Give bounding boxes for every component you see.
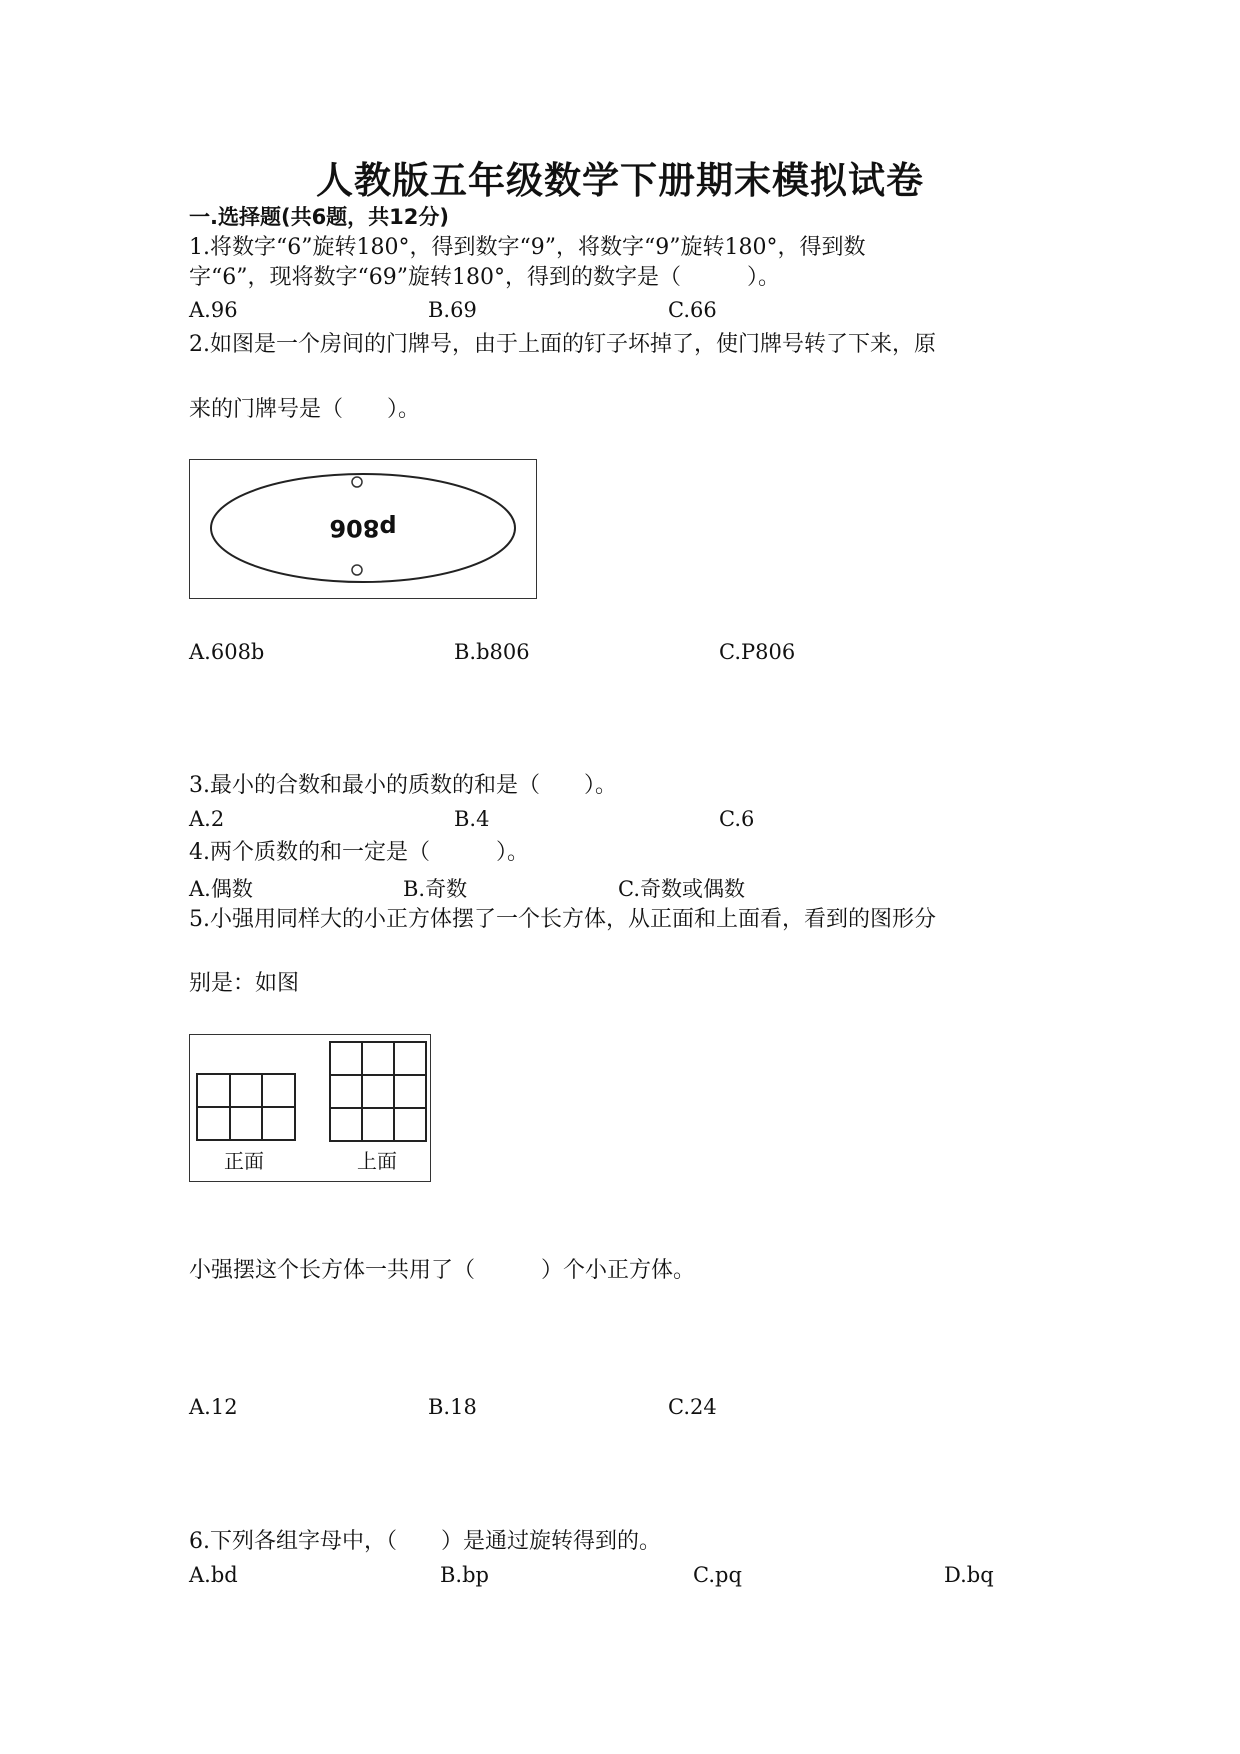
cube-views-figure xyxy=(189,1034,431,1182)
question-1-option-b: B.69 xyxy=(428,298,477,322)
top-view-label: 上面 xyxy=(357,1149,397,1173)
question-4-line-1: 4.两个质数的和一定是（ ）。 xyxy=(189,840,529,865)
question-6-option-a: A.bd xyxy=(189,1563,238,1587)
front-view-label: 正面 xyxy=(224,1149,264,1173)
top-view-grid xyxy=(330,1042,426,1141)
page-title: 人教版五年级数学下册期末模拟试卷 xyxy=(316,159,924,202)
question-5-line-3: 小强摆这个长方体一共用了（ ）个小正方体。 xyxy=(189,1258,696,1283)
section-heading: 一.选择题(共6题，共12分) xyxy=(189,205,450,229)
question-3-option-b: B.4 xyxy=(454,807,490,831)
question-2-option-b: B.b806 xyxy=(454,640,530,664)
door-plate-number: p806 xyxy=(329,514,397,542)
question-6-option-d: D.bq xyxy=(944,1563,994,1587)
question-2-line-2: 来的门牌号是（ ）。 xyxy=(189,397,421,422)
question-4-option-c: C.奇数或偶数 xyxy=(618,877,745,901)
question-2-option-c: C.P806 xyxy=(719,640,796,664)
question-4-option-b: B.奇数 xyxy=(403,877,468,901)
question-6-option-b: B.bp xyxy=(440,1563,489,1587)
question-6-option-c: C.pq xyxy=(693,1563,742,1587)
question-3-option-a: A.2 xyxy=(189,807,225,831)
question-5-option-c: C.24 xyxy=(668,1395,717,1419)
question-1-option-c: C.66 xyxy=(668,298,717,322)
question-5-line-1: 5.小强用同样大的小正方体摆了一个长方体，从正面和上面看，看到的图形分 xyxy=(189,907,936,932)
question-6-line-1: 6.下列各组字母中，（ ）是通过旋转得到的。 xyxy=(189,1529,661,1554)
question-3-option-c: C.6 xyxy=(719,807,755,831)
nail-hole-top xyxy=(352,477,362,487)
question-4-option-a: A.偶数 xyxy=(189,877,253,901)
question-1-option-a: A.96 xyxy=(189,298,238,322)
nail-hole-bottom xyxy=(352,565,362,575)
question-5-option-a: A.12 xyxy=(189,1395,238,1419)
question-2-option-a: A.608b xyxy=(189,640,265,664)
question-5-option-b: B.18 xyxy=(428,1395,477,1419)
question-2-line-1: 2.如图是一个房间的门牌号，由于上面的钉子坏掉了，使门牌号转了下来，原 xyxy=(189,332,936,357)
question-5-line-2: 别是：如图 xyxy=(189,971,300,996)
question-1-line-1: 1.将数字“6”旋转180°，得到数字“9”，将数字“9”旋转180°，得到数 xyxy=(189,235,866,260)
front-view-grid xyxy=(197,1074,295,1140)
question-1-line-2: 字“6”，现将数字“69”旋转180°，得到的数字是（ ）。 xyxy=(189,265,780,290)
door-plate-figure xyxy=(189,459,537,599)
question-3-line-1: 3.最小的合数和最小的质数的和是（ ）。 xyxy=(189,773,617,798)
